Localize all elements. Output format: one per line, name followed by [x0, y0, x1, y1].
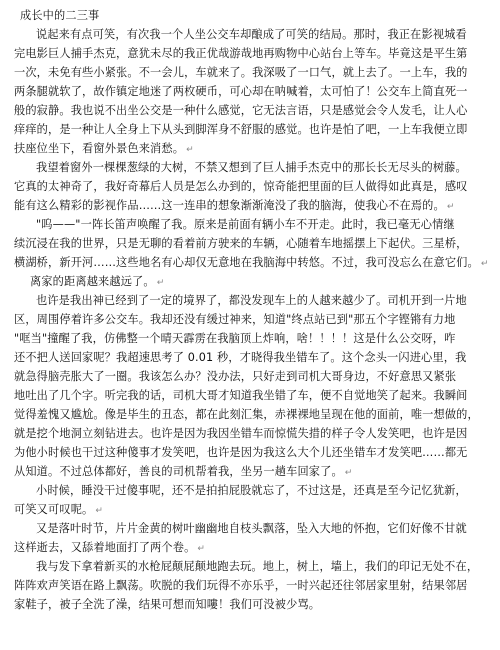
line-break-mark-icon: ↵	[186, 145, 194, 155]
text-line: 这样逝去，又舔着地面打了两个卷。 ↵	[14, 541, 206, 554]
text-line: 能有这么精彩的影视作品……这一连串的想象渐渐淹没了我的脑海，使我心不在焉的。 ↵	[14, 199, 455, 212]
text-line: 地吐出了几个字。听完我的话，司机大哥才知道我坐错了车，便不自觉地笑了起来。我瞬间	[14, 389, 468, 402]
line-break-mark-icon: ↵	[480, 259, 489, 269]
text-line: "哐当"撞醒了我，仿佛整一个晴天霹雳在我脑顶上炸响，啥！！！！这是什么公交呀，咋	[14, 332, 456, 345]
text-line: 两条腿就软了，故作镇定地迷了两枚硬币，可心却在呐喊着，太可怕了！公交车上简直死一	[14, 85, 468, 98]
text-line: 也许是我出神已经到了一定的境界了，都没发现车上的人越来越少了。司机开到一片地	[36, 294, 467, 307]
text-line: 续沉浸在我的世界，只是无聊的看着前方驶来的车辆，心随着车地摇摆上下起伏。三星桥，	[14, 237, 468, 250]
text-line: 从知道。不过总体都好，善良的司机帮着我，坐另一趟车回家了。 ↵	[14, 465, 353, 478]
essay-title: 成长中的二三事	[20, 9, 100, 22]
line-break-mark-icon: ↵	[344, 468, 353, 478]
text-line: 完电影巨人捕手杰克，意犹未尽的我正优哉游哉地再购物中心站台上等车。毕竟这是平生第	[14, 47, 468, 60]
text-line: 一次，未免有些小紧张。不一会儿，车就来了。我深吸了一口气，就上去了。一上车，我的	[14, 66, 468, 79]
text-line: 离家的距离越来越远了。 ↵	[30, 275, 165, 288]
essay-document	[14, 6, 490, 646]
text-line: 我望着窗外一棵棵葱绿的大树，不禁又想到了巨人捕手杰克中的那长长无尽头的树藤。	[36, 161, 467, 174]
text-line: 小时候，睡没干过傻事呢，还不是拍拍屁股就忘了，不过这是，还真是至今记忆犹新，	[36, 484, 467, 497]
text-line: 又是落叶时节，片片金黄的树叶幽幽地自枝头飘落，坠入大地的怀抱，它们好像不甘就	[36, 522, 467, 535]
text-line: 觉得羞愧又尴尬。像是毕生的丑态，都在此刻汇集，赤裸裸地呈现在他的面前，唯一想做的，	[14, 408, 479, 421]
text-line: 可笑又可叹呢。 ↵	[14, 503, 104, 516]
text-line: 就是挖个地洞立刻钻进去。也许是因为我因坐错车而惊慌失措的样子令人发笑吧，也许是因	[14, 427, 468, 440]
line-break-mark-icon: ↵	[446, 202, 455, 212]
text-line: 还不把人送回家呢？我超速思考了 0.01 秒，才晓得我坐错车了。这个念头一闪进心里，我	[14, 351, 467, 364]
text-line: 阵阵欢声笑语在路上飘荡。吹脱的我们玩得不亦乐乎，一时兴起还往邻居家里射，结果邻居	[14, 579, 468, 592]
text-line: 横湖桥，新开河……这些地名有心却仅无意地在我脑海中转悠。不过，我可没忘么在意它们。 ↵	[14, 256, 489, 269]
line-break-mark-icon: ↵	[156, 278, 165, 288]
text-line: 扶座位坐下，看窗外景色来消愁。 ↵	[14, 142, 194, 155]
text-line: 说起来有点可笑，有次我一个人坐公交车却酿成了可笑的结局。那时，我正在影视城看	[36, 28, 467, 41]
text-line: 家鞋子，被子全洗了澡，结果可想而知嘍！我们可没被少骂。	[14, 598, 321, 611]
line-break-mark-icon: ↵	[197, 544, 206, 554]
text-line: 就急得脑壳胀大了一圈。我该怎么办？没办法，只好走到司机大哥身边，不好意思又紧张	[14, 370, 457, 383]
text-line: "呜——"一阵长笛声唤醒了我。原来是前面有辆小车不开走。此时，我已毫无心情继	[36, 218, 455, 231]
text-line: 区，周围停着许多公交车。我却还没有缓过神来，知道"终点站已到"那五个字铿锵有力地	[14, 313, 456, 326]
text-line: 它真的太神奇了，我好奇幕后人员是怎么办到的，惊奇能把里面的巨人做得如此真是，感叹	[14, 180, 468, 193]
text-line: 为他小时候也干过这种傻事才发笑吧，也许是因为我这么大个儿还坐错车才发笑吧……都无	[14, 446, 468, 459]
line-break-mark-icon: ↵	[95, 506, 104, 516]
text-line: 我与发下拿着新买的水枪屁颠屁颠地跑去玩。地上，树上，墙上，我们的印记无处不在，	[36, 560, 479, 573]
text-line: 般的寂静。我也说不出坐公交是一种什么感觉，它无法言语，只是感觉会令人发毛，让人心	[14, 104, 468, 117]
text-line: 痒痒的，是一种让人全身上下从头到脚浑身不舒服的感觉。也许是怕了吧，一上车我便立即	[14, 123, 468, 136]
